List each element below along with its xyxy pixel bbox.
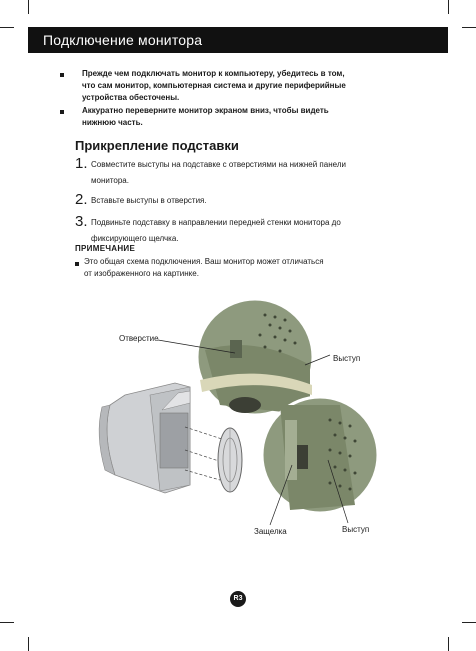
step-item	[75, 191, 415, 208]
precaution-item	[60, 105, 400, 129]
bullet-square-icon	[60, 73, 64, 77]
stand-assembly-illustration	[80, 295, 410, 545]
zoom-detail-top	[197, 299, 313, 415]
note-line: от изображенного на картинке.	[84, 269, 199, 278]
crop-mark	[0, 622, 14, 623]
bullet-square-icon	[75, 262, 79, 266]
step-item	[75, 213, 415, 245]
precaution-line: Аккуратно переверните монитор экраном вниз, чтобы видеть	[82, 106, 329, 115]
note-line: Это общая схема подключения. Ваш монитор может отличаться	[84, 257, 324, 266]
label-tab-top: Выступ	[333, 354, 361, 363]
page-title: Подключение монитора	[43, 32, 203, 48]
zoom-detail-bottom	[262, 397, 378, 513]
precautions-list	[60, 68, 400, 130]
crop-mark	[28, 637, 29, 651]
crop-mark	[448, 0, 449, 14]
note-text	[75, 256, 415, 280]
crop-mark	[462, 27, 476, 28]
crop-mark	[448, 637, 449, 651]
note-title: ПРИМЕЧАНИЕ	[75, 244, 136, 253]
precaution-line: Прежде чем подключать монитор к компьютеру, убедитесь в том,	[82, 69, 345, 78]
page-number: R3	[230, 591, 246, 607]
precaution-item	[60, 68, 400, 104]
precaution-line: что сам монитор, компьютерная система и другие периферийные	[82, 81, 346, 90]
monitor-illustration	[99, 383, 190, 493]
step-number: 2.	[75, 191, 88, 208]
bullet-square-icon	[60, 110, 64, 114]
step-number: 1.	[75, 155, 88, 172]
crop-mark	[462, 622, 476, 623]
steps-list	[75, 156, 415, 245]
stand-illustration	[218, 428, 242, 492]
step-text: Совместите выступы на подставке с отверстиями на нижней панели	[91, 160, 346, 169]
crop-mark	[28, 0, 29, 14]
step-text: Вставьте выступы в отверстия.	[91, 196, 207, 205]
step-number: 3.	[75, 213, 88, 230]
step-text: Подвиньте подставку в направлении передней стенки монитора до	[91, 218, 341, 227]
step-item	[75, 155, 415, 187]
label-hole: Отверстие	[119, 334, 159, 343]
precaution-line: устройства обесточены.	[82, 93, 180, 102]
label-tab-bottom: Выступ	[342, 525, 370, 534]
section-title: Прикрепление подставки	[75, 138, 239, 153]
label-latch: Защелка	[254, 527, 287, 536]
precaution-line: нижнюю часть.	[82, 118, 143, 127]
crop-mark	[0, 27, 14, 28]
step-text: монитора.	[91, 176, 129, 185]
step-text: фиксирующего щелчка.	[91, 234, 179, 243]
